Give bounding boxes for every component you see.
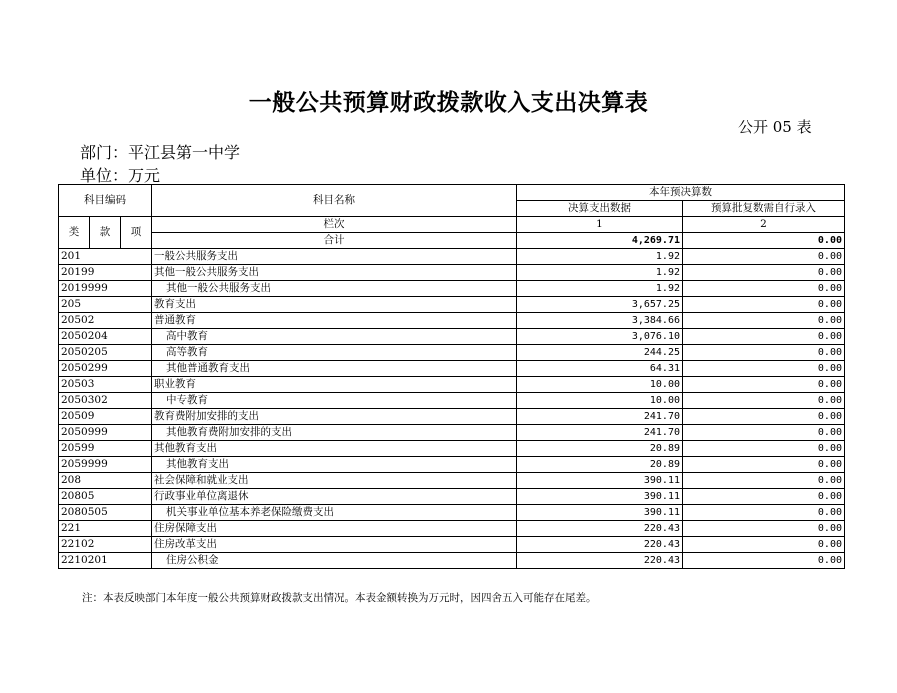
header-col1-number: 1 bbox=[517, 217, 683, 233]
row-actual-value: 3,384.66 bbox=[517, 313, 683, 329]
row-subject-name: 社会保障和就业支出 bbox=[152, 473, 517, 489]
header-col2-number: 2 bbox=[683, 217, 845, 233]
row-subject-name: 机关事业单位基本养老保险缴费支出 bbox=[152, 505, 517, 521]
row-code: 2019999 bbox=[59, 281, 152, 297]
row-actual-value: 64.31 bbox=[517, 361, 683, 377]
table-row bbox=[59, 537, 845, 553]
row-code: 221 bbox=[59, 521, 152, 537]
row-subject-name: 中专教育 bbox=[152, 393, 517, 409]
total-label: 合计 bbox=[152, 233, 517, 249]
row-budget-value: 0.00 bbox=[683, 313, 845, 329]
row-code: 20199 bbox=[59, 265, 152, 281]
row-subject-name: 住房保障支出 bbox=[152, 521, 517, 537]
row-code: 2050299 bbox=[59, 361, 152, 377]
row-subject-name: 其他普通教育支出 bbox=[152, 361, 517, 377]
row-budget-value: 0.00 bbox=[683, 393, 845, 409]
table-row bbox=[59, 553, 845, 569]
row-actual-value: 220.43 bbox=[517, 537, 683, 553]
header-actual: 决算支出数据 bbox=[517, 201, 683, 217]
row-subject-name: 其他一般公共服务支出 bbox=[152, 281, 517, 297]
table-row bbox=[59, 505, 845, 521]
row-budget-value: 0.00 bbox=[683, 409, 845, 425]
total-budget: 0.00 bbox=[683, 233, 845, 249]
total-row bbox=[59, 233, 845, 249]
row-code: 20805 bbox=[59, 489, 152, 505]
budget-table bbox=[58, 184, 845, 569]
header-code-group: 科目编码 bbox=[59, 185, 152, 217]
table-row bbox=[59, 329, 845, 345]
row-budget-value: 0.00 bbox=[683, 345, 845, 361]
row-actual-value: 390.11 bbox=[517, 473, 683, 489]
row-actual-value: 220.43 bbox=[517, 553, 683, 569]
row-code: 201 bbox=[59, 249, 152, 265]
row-actual-value: 10.00 bbox=[517, 393, 683, 409]
row-subject-name: 住房改革支出 bbox=[152, 537, 517, 553]
table-row bbox=[59, 473, 845, 489]
header-subject-name: 科目名称 bbox=[152, 185, 517, 217]
table-row bbox=[59, 393, 845, 409]
footnote: 注：本表反映部门本年度一般公共预算财政拨款支出情况。本表金额转换为万元时，因四舍五入可能存在尾差。 bbox=[82, 592, 597, 604]
row-code: 20502 bbox=[59, 313, 152, 329]
row-subject-name: 高中教育 bbox=[152, 329, 517, 345]
row-actual-value: 1.92 bbox=[517, 249, 683, 265]
row-code: 2080505 bbox=[59, 505, 152, 521]
row-subject-name: 一般公共服务支出 bbox=[152, 249, 517, 265]
row-subject-name: 教育支出 bbox=[152, 297, 517, 313]
header-lei: 类 bbox=[59, 217, 90, 249]
row-actual-value: 390.11 bbox=[517, 489, 683, 505]
row-actual-value: 1.92 bbox=[517, 281, 683, 297]
row-actual-value: 3,657.25 bbox=[517, 297, 683, 313]
row-budget-value: 0.00 bbox=[683, 361, 845, 377]
table-row bbox=[59, 297, 845, 313]
row-code: 205 bbox=[59, 297, 152, 313]
row-code: 2050999 bbox=[59, 425, 152, 441]
row-actual-value: 20.89 bbox=[517, 441, 683, 457]
form-number: 公开 05 表 bbox=[738, 118, 812, 136]
row-code: 20599 bbox=[59, 441, 152, 457]
report-title: 一般公共预算财政拨款收入支出决算表 bbox=[248, 89, 649, 116]
row-code: 22102 bbox=[59, 537, 152, 553]
row-budget-value: 0.00 bbox=[683, 377, 845, 393]
header-row-label: 栏次 bbox=[152, 217, 517, 233]
header-budget: 预算批复数需自行录入 bbox=[683, 201, 845, 217]
row-code: 208 bbox=[59, 473, 152, 489]
row-budget-value: 0.00 bbox=[683, 505, 845, 521]
row-actual-value: 220.43 bbox=[517, 521, 683, 537]
header-kuan: 款 bbox=[90, 217, 121, 249]
table-row bbox=[59, 489, 845, 505]
unit-label: 单位：万元 bbox=[80, 166, 161, 185]
row-budget-value: 0.00 bbox=[683, 441, 845, 457]
row-actual-value: 244.25 bbox=[517, 345, 683, 361]
row-code: 20509 bbox=[59, 409, 152, 425]
table-row bbox=[59, 265, 845, 281]
row-subject-name: 职业教育 bbox=[152, 377, 517, 393]
total-actual: 4,269.71 bbox=[517, 233, 683, 249]
header-row-3 bbox=[59, 217, 845, 233]
row-code: 2050205 bbox=[59, 345, 152, 361]
row-actual-value: 241.70 bbox=[517, 409, 683, 425]
row-budget-value: 0.00 bbox=[683, 521, 845, 537]
table-row bbox=[59, 409, 845, 425]
row-code: 2050204 bbox=[59, 329, 152, 345]
table-row bbox=[59, 425, 845, 441]
row-subject-name: 教育费附加安排的支出 bbox=[152, 409, 517, 425]
row-subject-name: 行政事业单位离退休 bbox=[152, 489, 517, 505]
row-code: 20503 bbox=[59, 377, 152, 393]
row-subject-name: 其他教育费附加安排的支出 bbox=[152, 425, 517, 441]
row-actual-value: 10.00 bbox=[517, 377, 683, 393]
row-code: 2210201 bbox=[59, 553, 152, 569]
row-actual-value: 390.11 bbox=[517, 505, 683, 521]
table-row bbox=[59, 281, 845, 297]
row-subject-name: 住房公积金 bbox=[152, 553, 517, 569]
table-row bbox=[59, 441, 845, 457]
table-row bbox=[59, 345, 845, 361]
row-budget-value: 0.00 bbox=[683, 265, 845, 281]
table-row bbox=[59, 249, 845, 265]
row-code: 2050302 bbox=[59, 393, 152, 409]
row-subject-name: 高等教育 bbox=[152, 345, 517, 361]
row-budget-value: 0.00 bbox=[683, 489, 845, 505]
row-budget-value: 0.00 bbox=[683, 425, 845, 441]
row-actual-value: 241.70 bbox=[517, 425, 683, 441]
row-subject-name: 普通教育 bbox=[152, 313, 517, 329]
header-row-1 bbox=[59, 185, 845, 201]
table-row bbox=[59, 521, 845, 537]
row-subject-name: 其他教育支出 bbox=[152, 441, 517, 457]
row-actual-value: 1.92 bbox=[517, 265, 683, 281]
header-xiang: 项 bbox=[121, 217, 152, 249]
row-subject-name: 其他一般公共服务支出 bbox=[152, 265, 517, 281]
row-code: 2059999 bbox=[59, 457, 152, 473]
row-budget-value: 0.00 bbox=[683, 537, 845, 553]
table-row bbox=[59, 313, 845, 329]
table-row bbox=[59, 361, 845, 377]
row-budget-value: 0.00 bbox=[683, 329, 845, 345]
row-budget-value: 0.00 bbox=[683, 553, 845, 569]
table-row bbox=[59, 377, 845, 393]
department-label: 部门：平江县第一中学 bbox=[80, 143, 241, 162]
row-budget-value: 0.00 bbox=[683, 281, 845, 297]
row-actual-value: 3,076.10 bbox=[517, 329, 683, 345]
row-budget-value: 0.00 bbox=[683, 457, 845, 473]
table-row bbox=[59, 457, 845, 473]
row-subject-name: 其他教育支出 bbox=[152, 457, 517, 473]
row-budget-value: 0.00 bbox=[683, 297, 845, 313]
row-budget-value: 0.00 bbox=[683, 249, 845, 265]
row-actual-value: 20.89 bbox=[517, 457, 683, 473]
header-year-group: 本年预决算数 bbox=[517, 185, 845, 201]
row-budget-value: 0.00 bbox=[683, 473, 845, 489]
